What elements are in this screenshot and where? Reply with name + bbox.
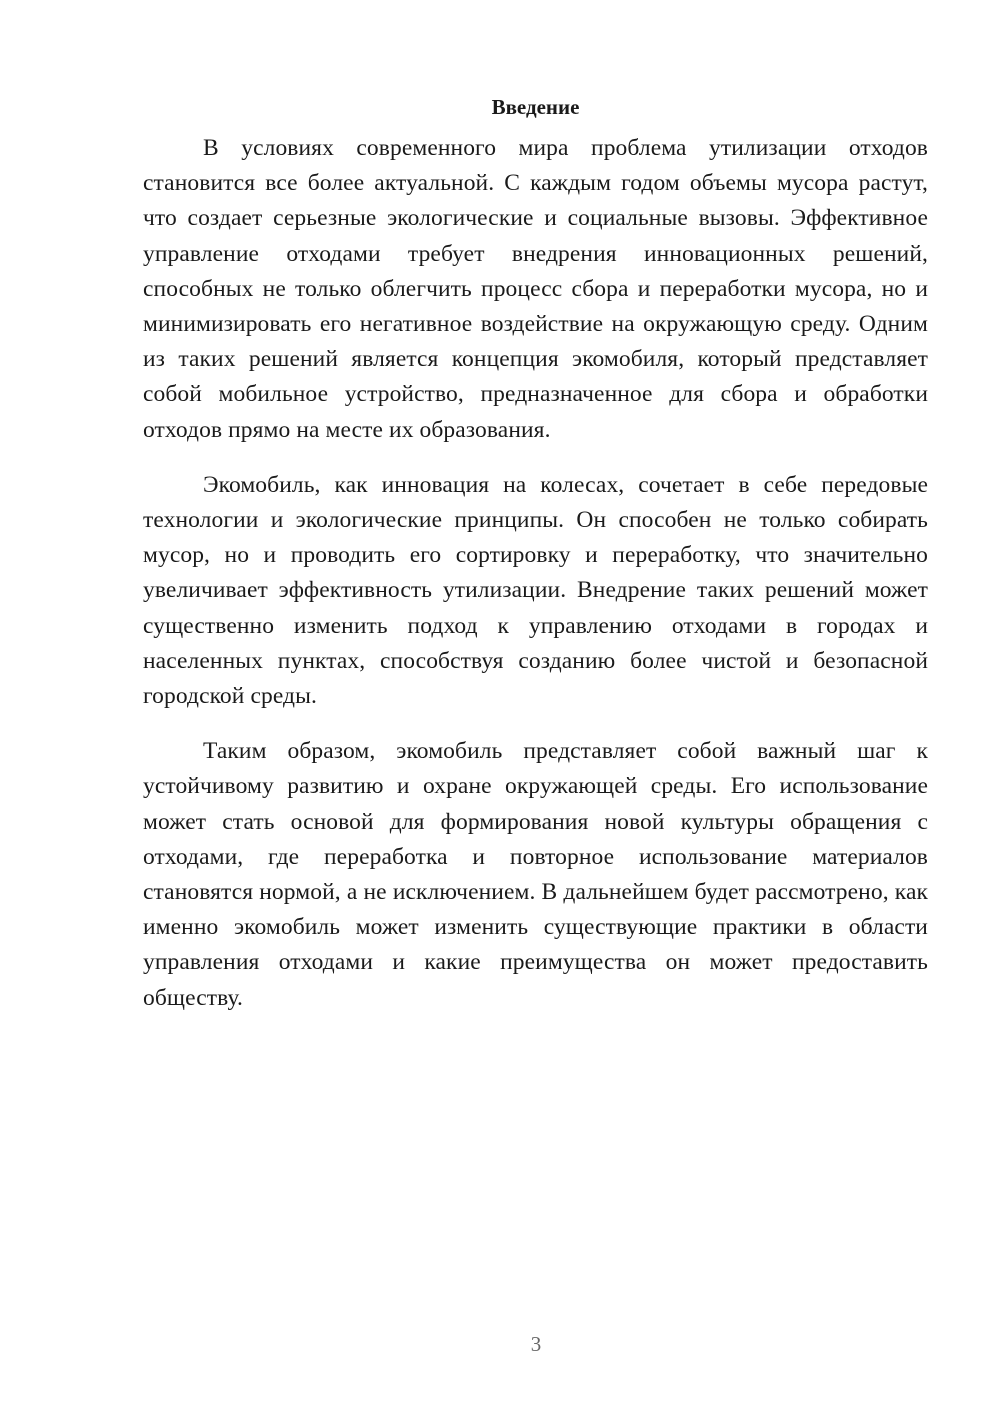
section-heading: Введение [491,95,580,119]
page-content [143,90,928,1016]
paragraph-1: В условиях современного мира проблема утилизации отходов становится все более актуальной. С каждым годом объемы мусора растут, что создает серьезные экологические и социальные вызовы. Эффективное управление отходами требует внедрения инновационных решений, способных не только облегчить процесс сбора и переработки мусора, но и минимизировать его негативное воздействие на окружающую среду. Одним из таких решений является концепция экомобиля, который представляет собой мобильное устройство, предназначенное для сбора и обработки отходов прямо на месте их образования. [143,135,928,443]
page-number: 3 [530,1332,542,1356]
paragraph-2: Экомобиль, как инновация на колесах, сочетает в себе передовые технологии и экологические принципы. Он способен не только собирать мусор, но и проводить его сортировку и переработку, что значительно увеличивает эффективность утилизации. Внедрение таких решений может существенно изменить подход к управлению отходами в городах и населенных пунктах, способствуя созданию более чистой и безопасной городской среды. [143,471,928,710]
paragraph-3: Таким образом, экомобиль представляет собой важный шаг к устойчивому развитию и охране окружающей среды. Его использование может стать основой для формирования новой культуры обращения с отходами, где переработка и повторное использование материалов становятся нормой, а не исключением. В дальнейшем будет рассмотрено, как именно экомобиль может изменить существующие практики в области управления отходами и какие преимущества он может предоставить обществу. [143,738,928,1011]
